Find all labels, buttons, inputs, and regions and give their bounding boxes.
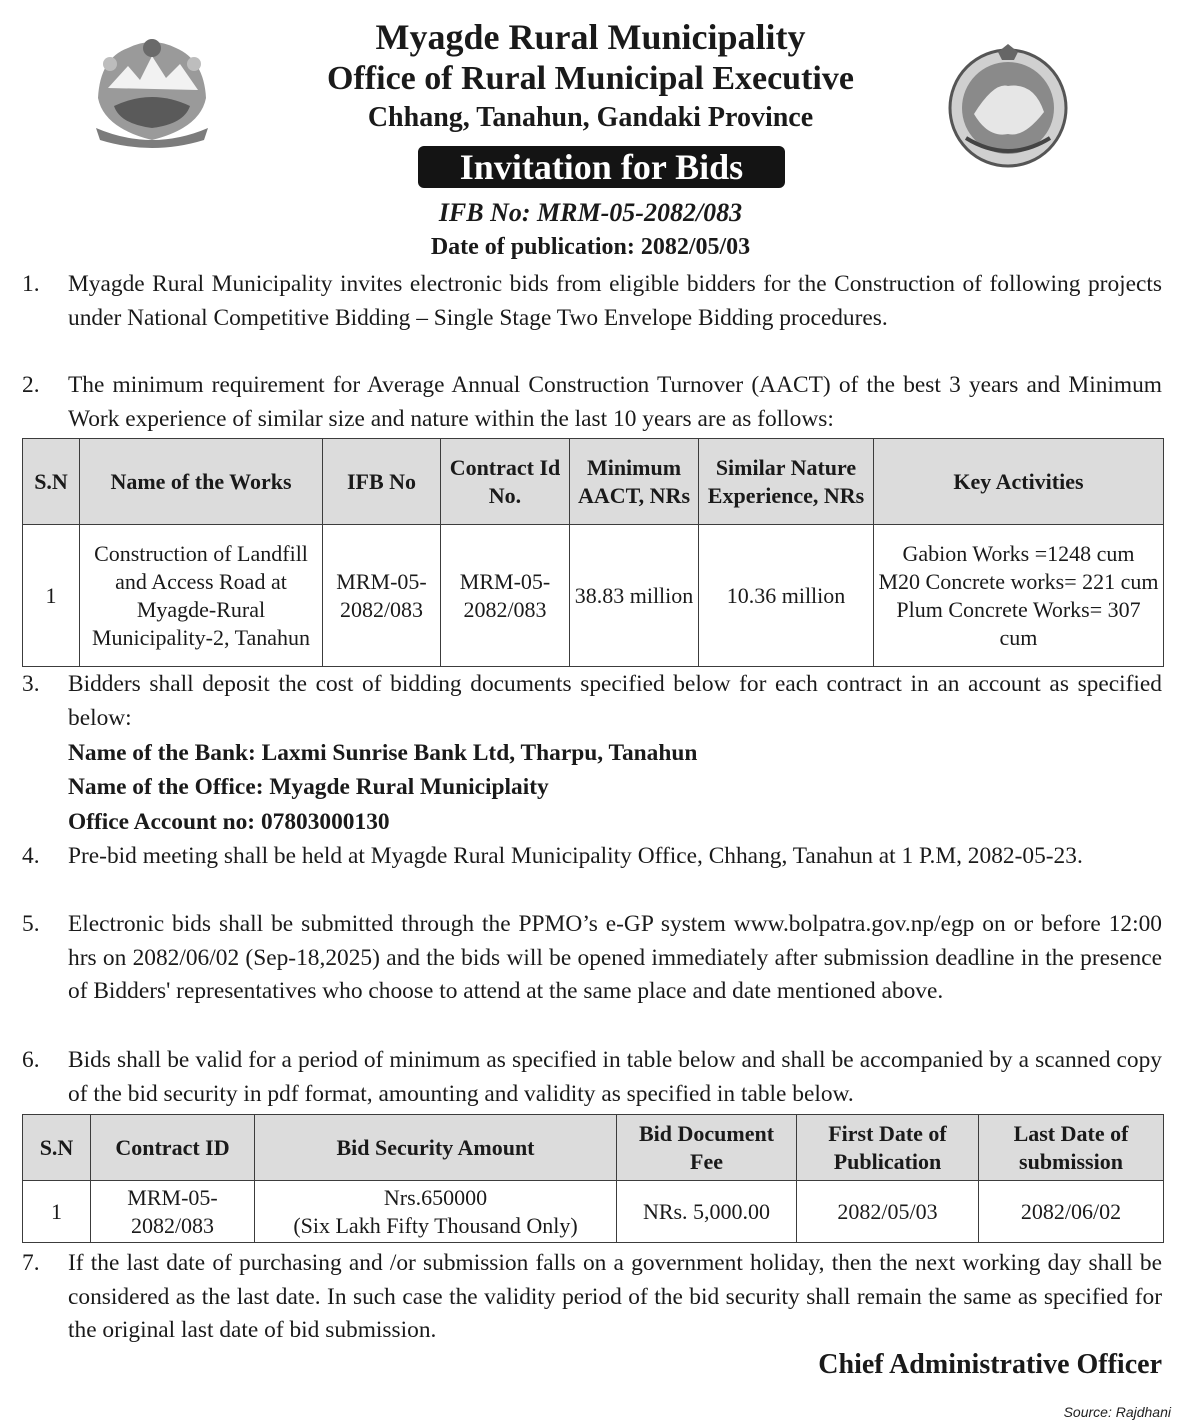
clause-text: Pre-bid meeting shall be held at Myagde Rural Municipality Office, Chhang, Tanahun at 1 P.M, 2082-05-23. (68, 843, 1083, 869)
municipality-name: Myagde Rural Municipality (375, 17, 806, 57)
publication-date: Date of publication: 2082/05/03 (430, 234, 751, 260)
clause-number: 3. (22, 671, 40, 697)
clause-text: If the last date of purchasing and /or submission falls on a government holiday, then the next working day shall be considered as the last date. In such case the validity period of the bid security shall remain the same as specified for the original last date of bid submission. (68, 1250, 1162, 1343)
clause-6 (22, 1044, 1162, 1111)
security-amount-words: (Six Lakh Fifty Thousand Only) (293, 1212, 578, 1238)
clause-number: 4. (22, 843, 40, 869)
source-credit: Source: Rajdhani (1063, 1404, 1171, 1420)
clause-text: Bidders shall deposit the cost of bidding documents specified below for each contract in an account as specified below: (68, 671, 1162, 731)
office-address: Chhang, Tanahun, Gandaki Province (367, 102, 814, 133)
clause-number: 5. (22, 911, 40, 937)
cell-security-amount (255, 1181, 617, 1243)
account-number: Office Account no: 07803000130 (68, 809, 390, 835)
cell-last-date: 2082/06/02 (979, 1181, 1164, 1243)
table-row (23, 525, 1164, 667)
col-header-activities: Key Activities (874, 439, 1164, 525)
signatory-title: Chief Administrative Officer (818, 1349, 1162, 1380)
clause-number: 7. (22, 1250, 40, 1276)
col-header-contract-id: Contract ID (91, 1115, 255, 1181)
clause-text: The minimum requirement for Average Annual Construction Turnover (AACT) of the best 3 years and Minimum Work experience of similar size and nature within the last 10 years are as follows: (68, 372, 1162, 432)
col-header-sn: S.N (23, 1115, 91, 1181)
clause-text: Bids shall be valid for a period of minimum as specified in table below and shall be accompanied by a scanned copy of the bid security in pdf format, amounting and validity as specified in table below. (68, 1047, 1162, 1107)
activity-item: Plum Concrete Works= 307 cum (896, 596, 1141, 650)
ifb-number: IFB No: MRM-05-2082/083 (438, 198, 743, 227)
activity-item: M20 Concrete works= 221 cum (878, 568, 1159, 594)
cell-sn: 1 (23, 525, 80, 667)
clause-number: 6. (22, 1047, 40, 1073)
cell-aact: 38.83 million (570, 525, 699, 667)
cell-ifb: MRM-05-2082/083 (323, 525, 441, 667)
invitation-banner: Invitation for Bids (418, 146, 785, 188)
col-header-ifb: IFB No (323, 439, 441, 525)
security-amount-figure: Nrs.650000 (383, 1184, 488, 1210)
col-header-works: Name of the Works (80, 439, 323, 525)
activity-item: Gabion Works =1248 cum (902, 540, 1135, 566)
col-header-experience: Similar Nature Experience, NRs (699, 439, 874, 525)
col-header-aact: Minimum AACT, NRs (570, 439, 699, 525)
account-office-name: Name of the Office: Myagde Rural Municiplaity (68, 774, 549, 800)
clause-number: 2. (22, 372, 40, 398)
col-header-contract: Contract Id No. (441, 439, 570, 525)
requirements-table (22, 438, 1164, 667)
cell-experience: 10.36 million (699, 525, 874, 667)
clause-3 (22, 668, 1162, 735)
col-header-first-date: First Date of Publication (797, 1115, 979, 1181)
table-header-row (23, 1115, 1164, 1181)
clause-7 (22, 1247, 1162, 1348)
cell-sn: 1 (23, 1181, 91, 1243)
clause-1 (22, 268, 1162, 335)
col-header-last-date: Last Date of submission (979, 1115, 1164, 1181)
table-header-row (23, 439, 1164, 525)
cell-contract-id: MRM-05-2082/083 (91, 1181, 255, 1243)
cell-first-date: 2082/05/03 (797, 1181, 979, 1243)
cell-document-fee: NRs. 5,000.00 (617, 1181, 797, 1243)
bank-name: Name of the Bank: Laxmi Sunrise Bank Ltd, Tharpu, Tanahun (68, 740, 698, 766)
clause-5 (22, 908, 1162, 1009)
table-row (23, 1181, 1164, 1243)
col-header-sn: S.N (23, 439, 80, 525)
cell-contract: MRM-05-2082/083 (441, 525, 570, 667)
cell-activities (874, 525, 1164, 667)
cell-works: Construction of Landfill and Access Road at Myagde-Rural Municipality-2, Tanahun (80, 525, 323, 667)
clause-4 (22, 840, 1162, 874)
clause-2 (22, 369, 1162, 436)
col-header-security-amount: Bid Security Amount (255, 1115, 617, 1181)
bid-security-table (22, 1114, 1164, 1243)
clause-text: Electronic bids shall be submitted through the PPMO’s e-GP system www.bolpatra.gov.np/egp on or before 12:00 hrs on 2082/06/02 (Sep-18,2025) and the bids will be opened immediately after submission deadline in the presence of Bidders' representatives who choose to attend at the same place and date mentioned above. (68, 911, 1162, 1004)
office-name: Office of Rural Municipal Executive (327, 60, 854, 97)
col-header-document-fee: Bid Document Fee (617, 1115, 797, 1181)
clause-number: 1. (22, 271, 40, 297)
clause-text: Myagde Rural Municipality invites electronic bids from eligible bidders for the Construction of following projects under National Competitive Bidding – Single Stage Two Envelope Bidding procedures. (68, 271, 1162, 331)
